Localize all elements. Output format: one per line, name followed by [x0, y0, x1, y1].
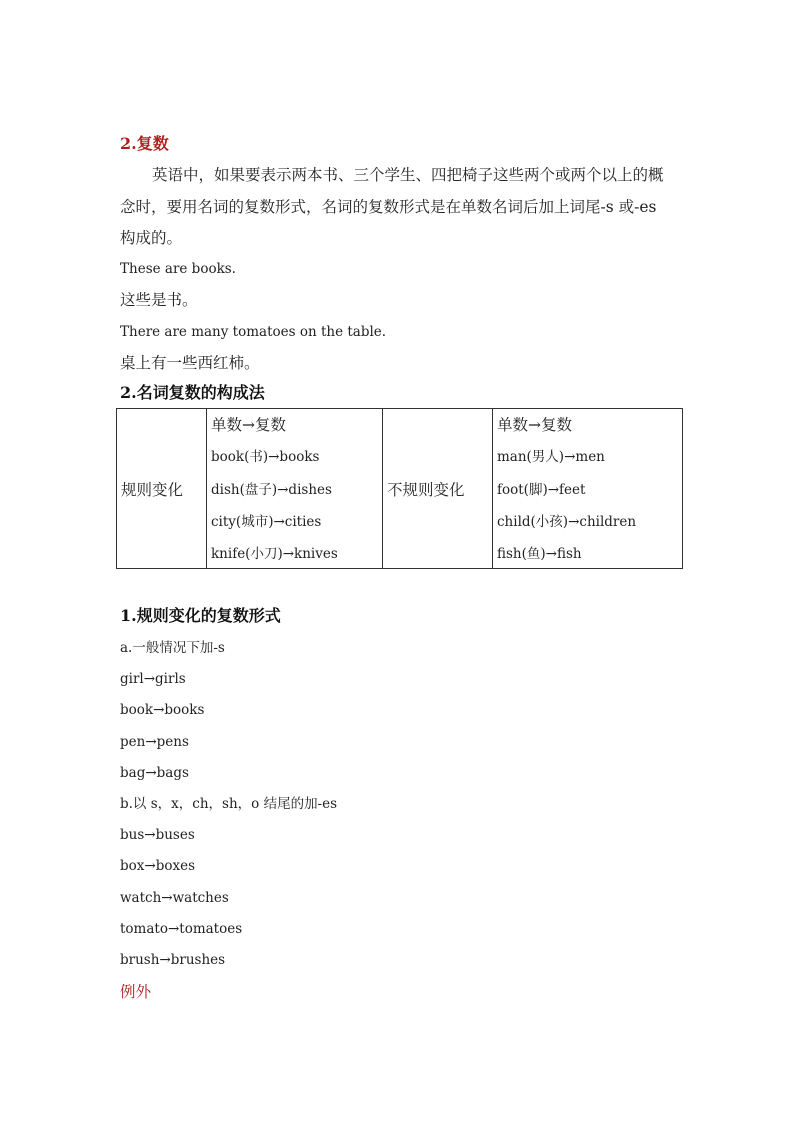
rule-b-example: watch→watches [120, 890, 229, 906]
irregular-example: child(小孩)→children [497, 513, 637, 530]
exception-label: 例外 [120, 983, 152, 1001]
rule-b-example: tomato→tomatoes [120, 921, 243, 937]
rule-a: a.一般情况下加-s [120, 640, 225, 656]
regular-example: dish(盘子)→dishes [211, 481, 332, 498]
section-title-formation: 2.名词复数的构成法 [120, 383, 265, 402]
example-1-chinese: 这些是书。 [120, 291, 198, 309]
rule-b-example: box→boxes [120, 858, 195, 874]
rule-a-example: pen→pens [120, 734, 189, 750]
paragraph-line-3: 构成的。 [120, 229, 183, 247]
paragraph-line-2: 念时，要用名词的复数形式，名词的复数形式是在单数名词后加上词尾-s 或-es [120, 198, 657, 216]
irregular-example: man(男人)→men [497, 449, 605, 466]
regular-header: 单数→复数 [211, 416, 286, 434]
regular-example: city(城市)→cities [211, 513, 322, 530]
paragraph-line-1: 英语中，如果要表示两本书、三个学生、四把椅子这些两个或两个以上的概 [152, 166, 664, 184]
example-2-english: There are many tomatoes on the table. [120, 324, 387, 340]
example-2-chinese: 桌上有一些西红柿。 [120, 354, 260, 372]
section-title-regular-forms: 1.规则变化的复数形式 [120, 606, 281, 625]
rule-b-example: bus→buses [120, 827, 195, 843]
irregular-category-cell: 不规则变化 [383, 409, 493, 569]
rule-b-example: brush→brushes [120, 952, 226, 968]
irregular-example: foot(脚)→feet [497, 481, 586, 498]
regular-example: book(书)→books [211, 449, 320, 466]
regular-example: knife(小刀)→knives [211, 546, 338, 562]
plural-formation-table [116, 408, 683, 569]
irregular-example: fish(鱼)→fish [497, 546, 582, 562]
rule-b: b.以 s，x，ch，sh，o 结尾的加-es [120, 796, 338, 812]
irregular-header: 单数→复数 [497, 416, 572, 434]
table-row [117, 409, 683, 569]
rule-a-example: girl→girls [120, 671, 186, 687]
section-title-plural: 2.复数 [120, 134, 169, 153]
regular-category-cell: 规则变化 [117, 409, 207, 569]
rule-a-example: book→books [120, 702, 205, 718]
regular-examples-cell [207, 409, 383, 569]
rule-a-example: bag→bags [120, 765, 189, 781]
example-1-english: These are books. [120, 261, 236, 277]
irregular-examples-cell [493, 409, 683, 569]
